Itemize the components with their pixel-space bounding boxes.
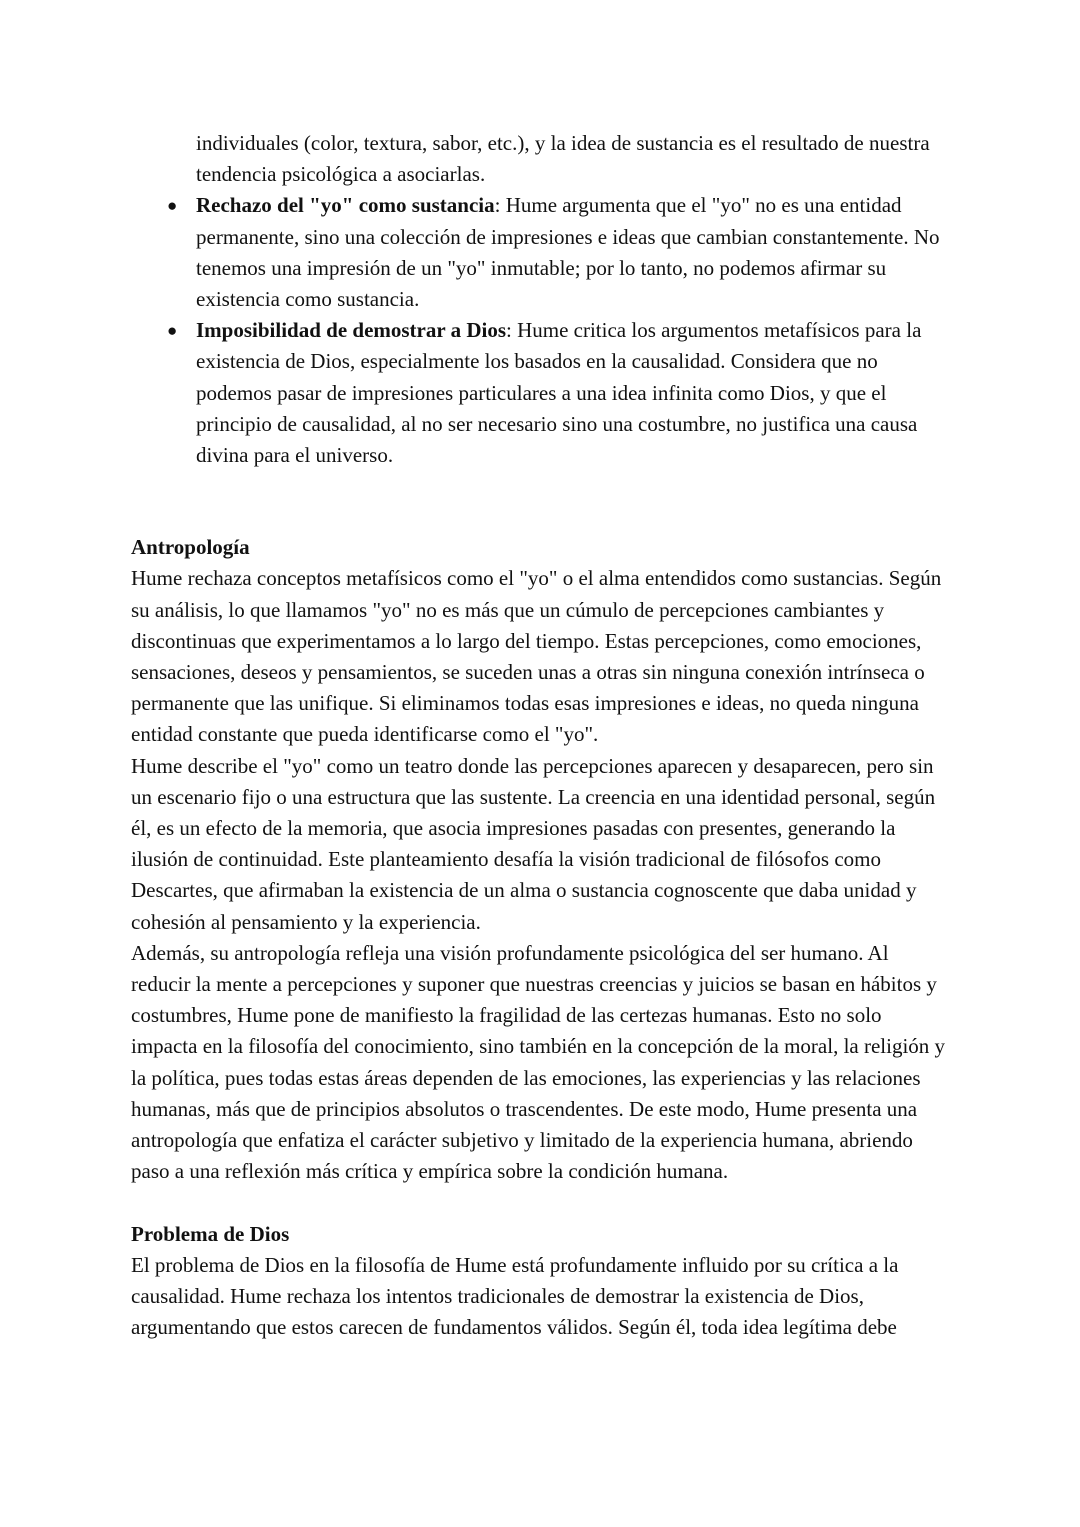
bullet-term: Rechazo del "yo" como sustancia <box>196 193 495 218</box>
body-paragraph: El problema de Dios en la filosofía de Hume está profundamente influido por su crítica a la causalidad. Hume rechaza los intentos tradicionales de demostrar la existencia de Dios, argumentando que estos carecen de fundamentos válidos. Según él, toda idea legítima debe <box>131 1252 899 1340</box>
document-body <box>131 128 951 1343</box>
body-paragraph: Además, su antropología refleja una visión profundamente psicológica del ser humano. Al reducir la mente a percepciones y suponer que nuestras creencias y juicios se basan en hábitos y costumbres, Hume pone de manifiesto la fragilidad de las certezas humanas. Esto no solo impacta en la filosofía del conocimiento, sino también en la concepción de la moral, la religión y la política, pues todas estas áreas dependen de las emociones, las experiencias y las relaciones humanas, más que de principios absolutos o trascendentes. De este modo, Hume presenta una antropología que enfatiza el carácter subjetivo y limitado de la experiencia humana, abriendo paso a una reflexión más crítica y empírica sobre la condición humana. <box>131 940 946 1184</box>
list-item <box>131 315 951 471</box>
section-heading-problema-de-dios: Problema de Dios <box>131 1221 290 1246</box>
body-paragraph: Hume rechaza conceptos metafísicos como el "yo" o el alma entendidos como sustancias. Según su análisis, lo que llamamos "yo" no es más que un cúmulo de percepciones cambiantes y discontinuas que experimentamos a lo largo del tiempo. Estas percepciones, como emociones, sensaciones, deseos y pensamientos, se suceden unas a otras sin ninguna conexión intrínseca o permanente que las unifique. Si eliminamos todas esas impresiones e ideas, no queda ninguna entidad constante que pueda identificarse como el "yo". <box>131 566 942 747</box>
bullet-icon: ● <box>167 196 178 216</box>
bullet-text: : Hume argumenta que el "yo" no es una entidad permanente, sino una colección de impresiones e ideas que cambian constantemente. No tenemos una impresión de un "yo" inmutable; por lo tanto, no podemos afirmar su existencia como sustancia. <box>196 193 940 312</box>
bullet-list <box>131 190 951 471</box>
continuation-paragraph: individuales (color, textura, sabor, etc.), y la idea de sustancia es el resultado de nuestra tendencia psicológica a asociarlas. <box>196 131 930 187</box>
bullet-term: Imposibilidad de demostrar a Dios <box>196 318 506 343</box>
bullet-icon: ● <box>167 321 178 341</box>
section-heading-antropologia: Antropología <box>131 535 250 560</box>
body-paragraph: Hume describe el "yo" como un teatro donde las percepciones aparecen y desaparecen, pero sin un escenario fijo o una estructura que las sustente. La creencia en una identidad personal, según él, es un efecto de la memoria, que asocia impresiones pasadas con presentes, generando la ilusión de continuidad. Este planteamiento desafía la visión tradicional de filósofos como Descartes, que afirmaban la existencia de un alma o sustancia cognoscente que daba unidad y cohesión al pensamiento y la experiencia. <box>131 753 936 934</box>
list-item <box>131 190 951 315</box>
section-gap <box>131 1188 951 1219</box>
bullet-text: : Hume critica los argumentos metafísicos para la existencia de Dios, especialmente los basados en la causalidad. Considera que no podemos pasar de impresiones particulares a una idea infinita como Dios, y que el principio de causalidad, al no ser necesario sino una costumbre, no justifica una causa divina para el universo. <box>196 318 922 468</box>
section-gap <box>131 471 951 532</box>
